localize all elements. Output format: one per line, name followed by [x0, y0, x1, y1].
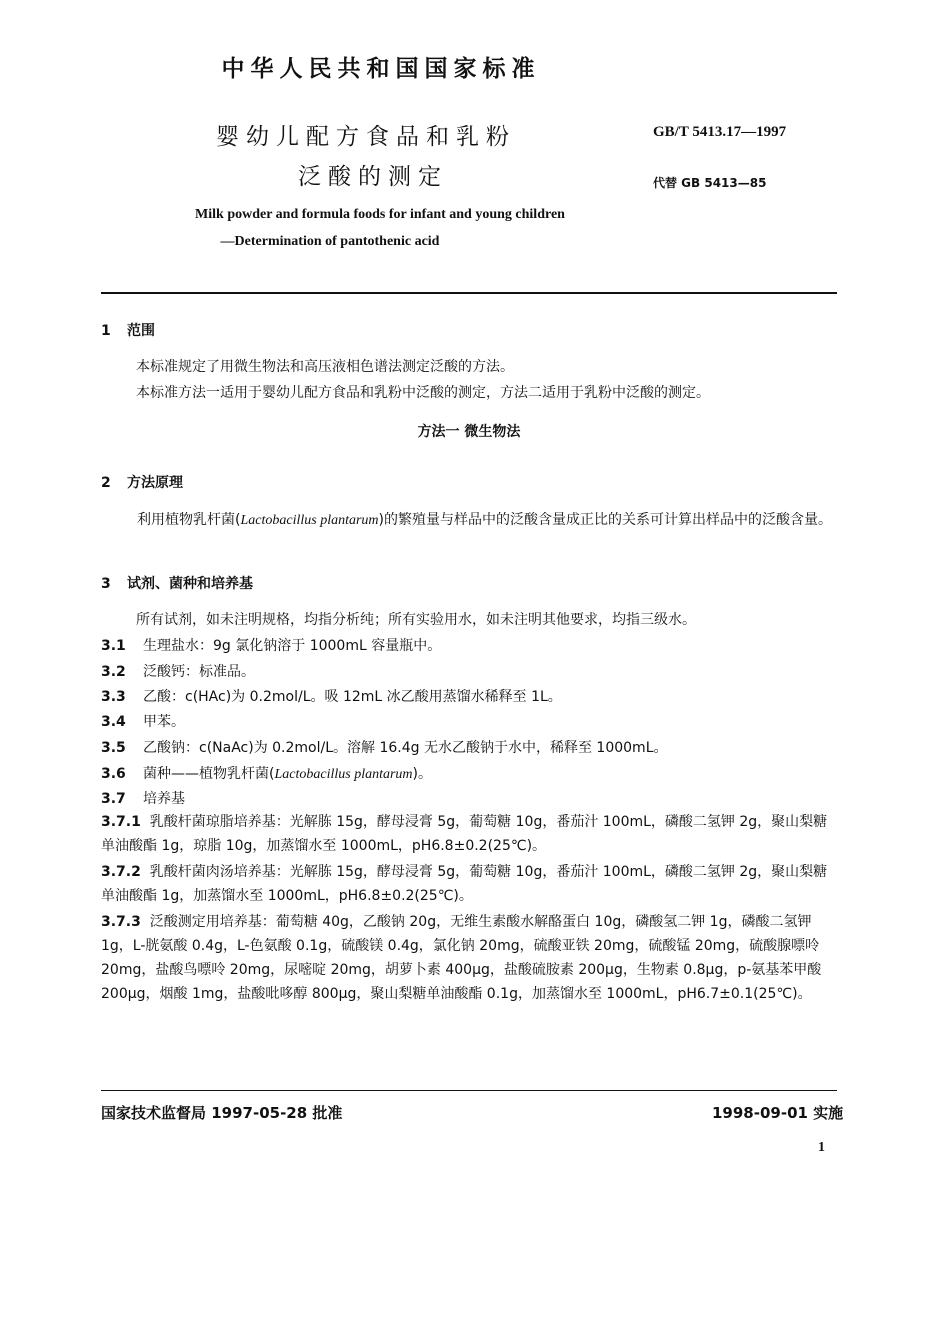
- item-number: 3.2: [101, 664, 126, 680]
- organism-name: Lactobacillus plantarum: [240, 513, 379, 528]
- principle-text-start: 利用植物乳杆菌(: [137, 512, 241, 528]
- item-text: 培养基: [143, 791, 185, 807]
- section-number: 2: [101, 475, 111, 491]
- section-number: 3: [101, 576, 111, 592]
- item-3-5: [101, 737, 668, 757]
- method-one-heading: 方法一 微生物法: [417, 424, 521, 440]
- item-3-7-1: [101, 810, 839, 858]
- section-3-paragraph: 所有试剂，如未注明规格，均指分析纯；所有实验用水，如未注明其他要求，均指三级水。: [136, 612, 696, 628]
- section-title: 范围: [127, 323, 155, 339]
- section-number: 1: [101, 323, 111, 339]
- section-1-paragraph-2: 本标准方法一适用于婴幼儿配方食品和乳粉中泛酸的测定，方法二适用于乳粉中泛酸的测定。: [136, 385, 710, 401]
- title-line-1: 婴幼儿配方食品和乳粉: [216, 124, 516, 150]
- section-title: 方法原理: [127, 475, 183, 491]
- item-text-start: 菌种——植物乳杆菌(: [143, 766, 275, 782]
- item-text: 生理盐水：9g 氯化钠溶于 1000mL 容量瓶中。: [143, 638, 442, 654]
- approval-date: 国家技术监督局 1997-05-28 批准: [101, 1104, 343, 1122]
- item-text: 乳酸杆菌肉汤培养基：光解胨 15g，酵母浸膏 5g，葡萄糖 10g，番茄汁 100mL，磷酸二氢钾 2g，聚山梨糖单油酸酯 1g，加蒸馏水至 1000mL，pH6.8±0.2(25℃)。: [101, 864, 828, 904]
- item-number: 3.1: [101, 638, 126, 654]
- principle-text-end: )的繁殖量与样品中的泛酸含量成正比的关系可计算出样品中的泛酸含量。: [378, 512, 832, 528]
- english-title-line-2: —Determination of pantothenic acid: [220, 234, 440, 249]
- item-text: 甲苯。: [143, 714, 185, 730]
- item-3-7-2: [101, 860, 839, 908]
- section-2-heading: [101, 472, 183, 492]
- section-title: 试剂、菌种和培养基: [127, 576, 253, 592]
- item-number: 3.7.3: [101, 914, 141, 930]
- item-number: 3.7.2: [101, 864, 141, 880]
- item-number: 3.5: [101, 740, 126, 756]
- item-text: 乙酸钠：c(NaAc)为 0.2mol/L。溶解 16.4g 无水乙酸钠于水中，稀释至 1000mL。: [143, 740, 668, 756]
- section-1-heading: [101, 320, 155, 340]
- effective-date: 1998-09-01 实施: [712, 1104, 844, 1122]
- item-3-3: [101, 686, 562, 706]
- item-3-2: [101, 661, 255, 681]
- item-3-1: [101, 635, 441, 655]
- item-3-7: [101, 788, 185, 808]
- standard-number: GB/T 5413.17—1997: [653, 124, 787, 140]
- item-number: 3.7.1: [101, 814, 141, 830]
- page-number: 1: [818, 1140, 825, 1155]
- header-divider: [101, 292, 837, 294]
- item-3-6: [101, 763, 432, 783]
- section-3-heading: [101, 573, 253, 593]
- item-number: 3.3: [101, 689, 126, 705]
- footer-divider: [101, 1090, 837, 1091]
- item-text: 乙酸：c(HAc)为 0.2mol/L。吸 12mL 冰乙酸用蒸馏水稀释至 1L。: [143, 689, 562, 705]
- replaces-standard: 代替 GB 5413—85: [653, 176, 767, 190]
- item-text: 乳酸杆菌琼脂培养基：光解胨 15g，酵母浸膏 5g，葡萄糖 10g，番茄汁 100mL，磷酸二氢钾 2g，聚山梨糖单油酸酯 1g，琼脂 10g，加蒸馏水至 1000mL，pH6.8±0.2(25℃)。: [101, 814, 828, 854]
- title-line-2: 泛酸的测定: [298, 164, 448, 190]
- item-number: 3.6: [101, 766, 126, 782]
- national-standard-header: 中华人民共和国国家标准: [221, 56, 541, 82]
- item-text: 泛酸钙：标准品。: [143, 664, 255, 680]
- item-text: 泛酸测定用培养基：葡萄糖 40g，乙酸钠 20g，无维生素酸水解酪蛋白 10g，磷酸氢二钾 1g，磷酸二氢钾 1g，L-胱氨酸 0.4g，L-色氨酸 0.1g，硫酸镁 0.4g，氯化钠 20mg，硫酸亚铁 20mg，硫酸锰 20mg，硫酸腺嘌呤 20mg，盐酸鸟嘌呤 20mg，尿嘧啶 20mg，胡萝卜素 400μg，盐酸硫胺素 200μg，生物素 0.8μg，p-氨基苯甲酸 200μg，烟酸 1mg，盐酸吡哆醇 800μg，聚山梨糖单油酸酯 0.1g，加蒸馏水至 1000mL，pH6.7±0.1(25℃)。: [101, 914, 822, 1002]
- item-number: 3.4: [101, 714, 126, 730]
- english-title-line-1: Milk powder and formula foods for infant and young children: [195, 207, 565, 222]
- item-3-7-3: [101, 910, 839, 1006]
- section-2-paragraph: [101, 508, 839, 533]
- item-number: 3.7: [101, 791, 126, 807]
- organism-name: Lactobacillus plantarum: [274, 767, 413, 782]
- item-3-4: [101, 711, 185, 731]
- section-1-paragraph-1: 本标准规定了用微生物法和高压液相色谱法测定泛酸的方法。: [136, 359, 514, 375]
- item-text-end: )。: [412, 766, 432, 782]
